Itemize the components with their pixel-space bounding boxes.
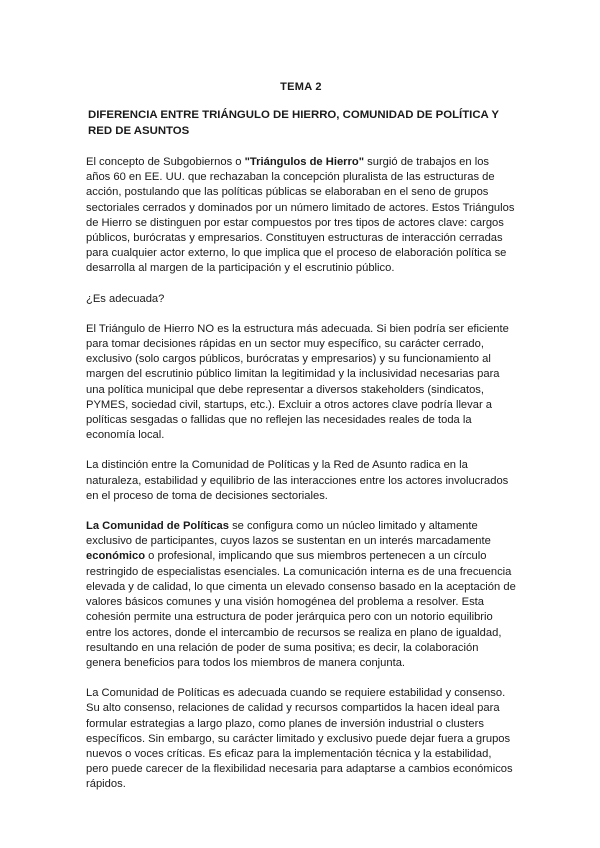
question-heading: ¿Es adecuada? [86, 292, 165, 305]
document-page [86, 80, 516, 808]
paragraph-distincion: La distinción entre la Comunidad de Políticas y la Red de Asunto radica en la naturaleza, estabilidad y equilibrio de las interacciones entre los actores involucrados en el proceso de toma de decisiones sectoriales. [86, 459, 509, 502]
page-title: TEMA 2 [280, 81, 322, 93]
paragraph-subgobiernos [86, 155, 516, 277]
document-subtitle: DIFERENCIA ENTRE TRIÁNGULO DE HIERRO, COMUNIDAD DE POLÍTICA Y RED DE ASUNTOS [88, 109, 499, 137]
bold-term-comunidad: La Comunidad de Políticas [86, 520, 229, 533]
paragraph-text: o profesional, implicando que sus miembros pertenecen a un círculo restringido de especialistas esenciales. La comunicación interna es de una frecuencia elevada y de calidad, lo que cimenta un elevado consenso basado en la aceptación de valores básicos comunes y una visión homogénea del problema a resolver. Esta cohesión permite una estructura de poder jerárquica pero con un notorio equilibrio entre los actores, donde el intercambio de recursos se realiza en plano de igualdad, resultando en una relación de poder de suma positiva; es decir, la colaboración genera beneficios para todos los miembros de manera conjunta. [86, 550, 516, 669]
paragraph-triangulo-adecuada: El Triángulo de Hierro NO es la estructura más adecuada. Si bien podría ser eficiente para tomar decisiones rápidas en un sector muy específico, su carácter cerrado, exclusivo (solo cargos públicos, burócratas y empresarios) y su funcionamiento al margen del escrutinio público limitan la legitimidad y la inclusividad necesarias para una política municipal que debe representar a diversos stakeholders (sindicatos, PYMES, sociedad civil, startups, etc.). Excluir a otros actores clave podría llevar a políticas sesgadas o fallidas que no reflejen las necesidades reales de toda la economía local. [86, 322, 509, 442]
paragraph-comunidad-adecuada: La Comunidad de Políticas es adecuada cuando se requiere estabilidad y consenso. Su alto consenso, relaciones de calidad y recursos compartidos la hacen ideal para formular estrategias a largo plazo, como planes de inversión industrial o clusters específicos. Sin embargo, su carácter limitado y exclusivo puede dejar fuera a grupos nuevos o voces críticas. Es eficaz para la implementación técnica y la estabilidad, pero puede carecer de la flexibilidad necesaria para adaptarse a cambios económicos rápidos. [86, 687, 513, 791]
bold-term-economico: económico [86, 550, 146, 563]
paragraph-text: se configura como un núcleo limitado y altamente exclusivo de participantes, cuyos lazos se sustentan en un interés marcadamente [86, 520, 491, 548]
paragraph-text: El concepto de Subgobiernos o [86, 156, 245, 169]
bold-term-triangulos: "Triángulos de Hierro" [244, 156, 365, 169]
paragraph-text: surgió de trabajos en los años 60 en EE. UU. que rechazaban la concepción pluralista de las estructuras de acción, postulando que las políticas públicas se elaboraban en el seno de grupos sectoriales cerrados y dominados por un número limitado de actores. Estos Triángulos de Hierro se distinguen por estar compuestos por tres tipos de actores clave: cargos públicos, burócratas y empresarios. Constituyen estructuras de interacción cerradas para cualquier actor externo, lo que implica que el proceso de elaboración política se desarrolla al margen de la participación y el escrutinio público. [86, 156, 515, 275]
paragraph-comunidad [86, 519, 516, 671]
